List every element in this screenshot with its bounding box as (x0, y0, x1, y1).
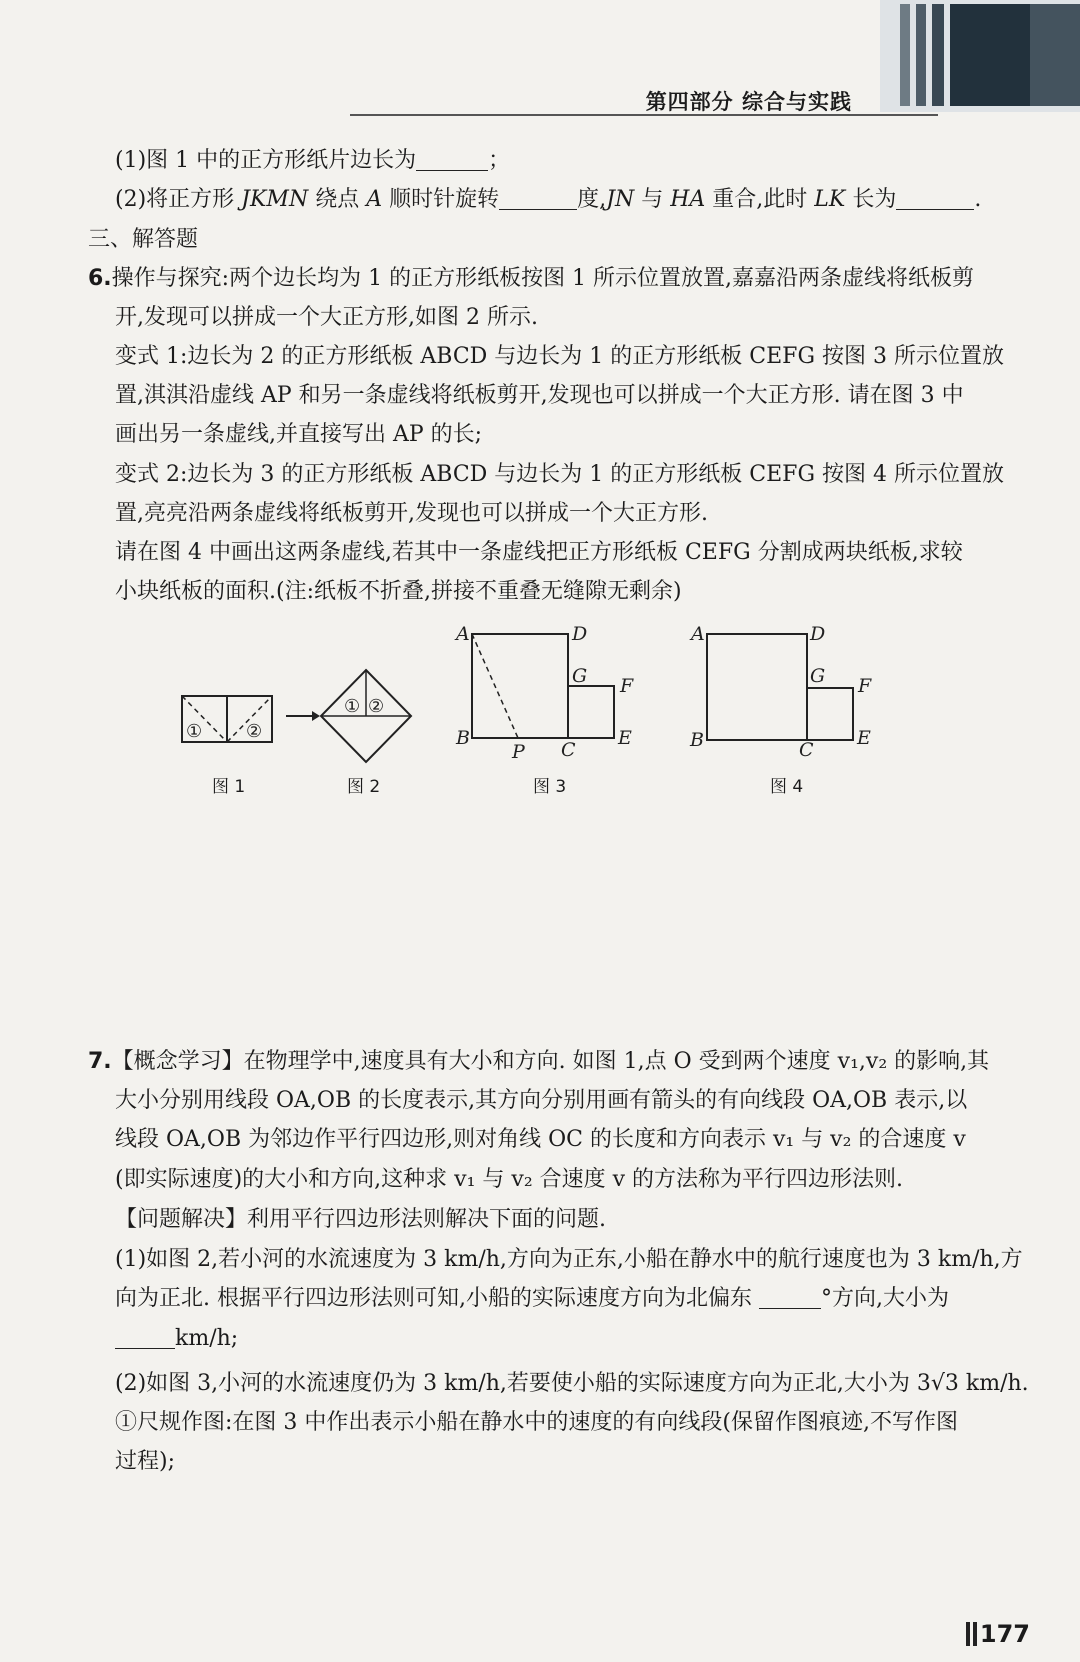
header-rule (350, 114, 938, 116)
fig3-label-b: B (456, 727, 470, 749)
figure-3 (454, 623, 634, 763)
fig3-caption: 图 3 (533, 777, 567, 797)
page-number: 177 (966, 1620, 1030, 1648)
q6-line-6: 变式 2:边长为 3 的正方形纸板 ABCD 与边长为 1 的正方形纸板 CEFG 按图 4 所示位置放 (115, 462, 1004, 487)
figure-1 (182, 696, 272, 742)
fig3-square-abcd (472, 634, 568, 738)
fig1-caption: 图 1 (212, 777, 246, 797)
fig2-caption: 图 2 (347, 777, 381, 797)
q7-line-5: 【问题解决】利用平行四边形法则解决下面的问题. (115, 1207, 606, 1232)
fig3-label-a: A (456, 623, 470, 645)
section-title: 三、解答题 (88, 227, 199, 252)
fig3-square-cefg (568, 686, 614, 738)
fig4-square-cefg (807, 688, 853, 740)
q7-line-9: (2)如图 3,小河的水流速度仍为 3 km/h,若要使小船的实际速度方向为正北,大小为 3√3 km/h. (115, 1371, 1029, 1396)
arrow-icon (286, 711, 320, 721)
answer-blank[interactable] (499, 187, 577, 210)
fig4-caption: 图 4 (770, 777, 804, 797)
answer-blank[interactable] (416, 148, 488, 171)
q6-line-8: 请在图 4 中画出这两条虚线,若其中一条虚线把正方形纸板 CEFG 分割成两块纸板,求较 (115, 540, 963, 565)
fig3-label-e: E (618, 727, 632, 749)
answer-blank[interactable] (896, 187, 974, 210)
q6-line-1: 6.操作与探究:两个边长均为 1 的正方形纸板按图 1 所示位置放置,嘉嘉沿两条虚线将纸板剪 (88, 266, 975, 291)
fig2-piece-2: ② (368, 696, 385, 717)
q6-line-7: 置,亮亮沿两条虚线将纸板剪开,发现也可以拼成一个大正方形. (115, 501, 708, 526)
q5-part1: (1)图 1 中的正方形纸片边长为 ； (115, 148, 511, 173)
q6-line-2: 开,发现可以拼成一个大正方形,如图 2 所示. (115, 305, 538, 330)
fig2-piece-1: ① (344, 696, 361, 717)
fig4-square-abcd (707, 634, 807, 740)
fig3-cut-line-ap (472, 634, 518, 738)
q7-line-8: km/h; (115, 1324, 238, 1354)
fig4-label-b: B (690, 729, 704, 751)
fig3-label-g: G (572, 665, 588, 687)
fig3-label-p: P (512, 741, 525, 763)
fig4-label-c: C (799, 739, 814, 761)
fig4-label-f: F (858, 675, 872, 697)
figure-4 (689, 623, 872, 761)
answer-blank[interactable] (115, 1326, 175, 1349)
q6-line-3: 变式 1:边长为 2 的正方形纸板 ABCD 与边长为 1 的正方形纸板 CEFG 按图 3 所示位置放 (115, 344, 1004, 369)
fig3-label-c: C (561, 739, 576, 761)
q6-line-9: 小块纸板的面积.(注:纸板不折叠,拼接不重叠无缝隙无剩余) (115, 579, 682, 604)
q7-line-6: (1)如图 2,若小河的水流速度为 3 km/h,方向为正东,小船在静水中的航行速度也为 3 km/h,方 (115, 1247, 1023, 1272)
corner-decoration (880, 0, 1080, 112)
q7-line-10: ①尺规作图:在图 3 中作出表示小船在静水中的速度的有向线段(保留作图痕迹,不写作图 (115, 1410, 958, 1435)
fig4-label-d: D (810, 623, 826, 645)
q5-part2: (2)将正方形 JKMN 绕点 A 顺时针旋转 度,JN 与 HA 重合,此时 LK 长为 . (115, 187, 982, 212)
figure-2 (321, 670, 411, 762)
fig4-label-a: A (691, 623, 705, 645)
q7-line-2: 大小分别用线段 OA,OB 的长度表示,其方向分别用画有箭头的有向线段 OA,OB 表示,以 (115, 1088, 968, 1113)
fig4-label-g: G (810, 665, 826, 687)
page-header-title: 第四部分 综合与实践 (645, 90, 852, 114)
fig4-label-e: E (857, 727, 871, 749)
q7-line-11: 过程); (115, 1449, 175, 1474)
fig3-label-f: F (620, 675, 634, 697)
q7-line-4: (即实际速度)的大小和方向,这种求 v₁ 与 v₂ 合速度 v 的方法称为平行四边形法则. (115, 1167, 904, 1192)
q7-line-3: 线段 OA,OB 为邻边作平行四边形,则对角线 OC 的长度和方向表示 v₁ 与 v₂ 的合速度 v (115, 1127, 966, 1152)
q7-line-1: 7.【概念学习】在物理学中,速度具有大小和方向. 如图 1,点 O 受到两个速度 v₁,v₂ 的影响,其 (88, 1049, 990, 1074)
q6-line-4: 置,淇淇沿虚线 AP 和另一条虚线将纸板剪开,发现也可以拼成一个大正方形. 请在图 3 中 (115, 383, 964, 408)
fig1-piece-2: ② (246, 721, 263, 742)
answer-blank[interactable] (759, 1286, 821, 1309)
q6-line-5: 画出另一条虚线,并直接写出 AP 的长; (115, 422, 483, 447)
q7-line-7: 向为正北. 根据平行四边形法则可知,小船的实际速度方向为北偏东 °方向,大小为 (115, 1286, 949, 1311)
fig3-label-d: D (572, 623, 588, 645)
fig1-piece-1: ① (186, 721, 203, 742)
